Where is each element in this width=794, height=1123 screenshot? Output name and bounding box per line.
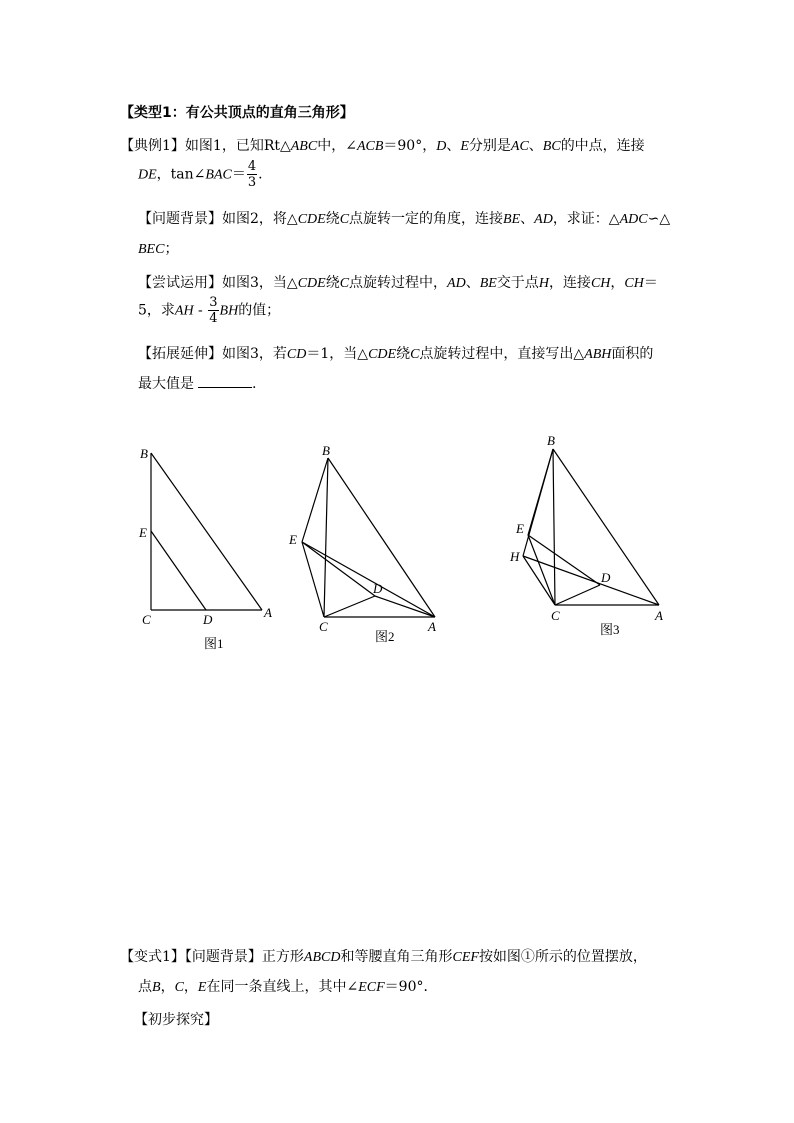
fig2-label-d: D [373, 581, 383, 596]
fig3-label-d: D [601, 570, 611, 585]
variant-line-2: 点B，C，E在同一条直线上，其中∠ECF＝90°． [138, 979, 438, 995]
example-line-2: DE，tan∠BAC＝ $\frac{4}{3}$ . [138, 159, 263, 190]
figure-1-lines [151, 453, 262, 610]
fig2-label-c: C [319, 619, 328, 634]
figure-2-lines [302, 458, 435, 617]
question-try-line-2: 5，求AH - $\frac{3}{4}$ BH的值； [138, 295, 281, 326]
figure-3-lines [523, 449, 659, 605]
example-line-1: 【典例1】如图1，已知Rt△ABC中，∠ACB＝90°，D、E分别是AC、BC的中点，连接 [120, 138, 645, 154]
fig2-label-e: E [289, 532, 297, 547]
fig3-label-a: A [655, 608, 663, 623]
question-extend-line-2: 最大值是 . [138, 376, 257, 392]
fig2-label-b: B [322, 443, 330, 458]
fig1-label-c: C [142, 612, 151, 627]
variant-line-1: 【变式1】【问题背景】正方形ABCD和等腰直角三角形CEF按如图①所示的位置摆放， [120, 949, 647, 965]
fig3-label-b: B [547, 433, 555, 448]
example-head: 【典例1】如图1，已知Rt△ [120, 138, 291, 154]
fig1-caption: 图1 [204, 636, 224, 651]
section-title: 【类型1：有公共顶点的直角三角形】 [120, 105, 354, 121]
fig1-label-a: A [264, 605, 272, 620]
question-background-line-2: BEC； [138, 241, 179, 257]
question-try-line-1: 【尝试运用】如图3，当△CDE绕C点旋转过程中，AD、BE交于点H，连接CH，CH＝ [138, 275, 658, 291]
fig3-label-e: E [516, 521, 524, 536]
fig2-caption: 图2 [375, 629, 395, 644]
fraction-4-3: $\frac{4}{3}$ [247, 159, 257, 190]
fig3-label-c: C [551, 608, 560, 623]
fig1-label-e: E [139, 525, 147, 540]
fig1-label-d: D [203, 612, 213, 627]
fraction-3-4: $\frac{3}{4}$ [209, 295, 218, 326]
variant-subheading: 【初步探究】 [134, 1012, 218, 1028]
fig1-label-b: B [140, 446, 148, 461]
fig3-label-h: H [510, 549, 520, 564]
question-extend-line-1: 【拓展延伸】如图3，若CD＝1，当△CDE绕C点旋转过程中，直接写出△ABH面积的 [138, 346, 654, 362]
fig3-caption: 图3 [600, 622, 620, 637]
question-background-line-1: 【问题背景】如图2，将△CDE绕C点旋转一定的角度，连接BE、AD，求证：△ADC∽△ [138, 211, 671, 227]
fig2-label-a: A [428, 619, 436, 634]
